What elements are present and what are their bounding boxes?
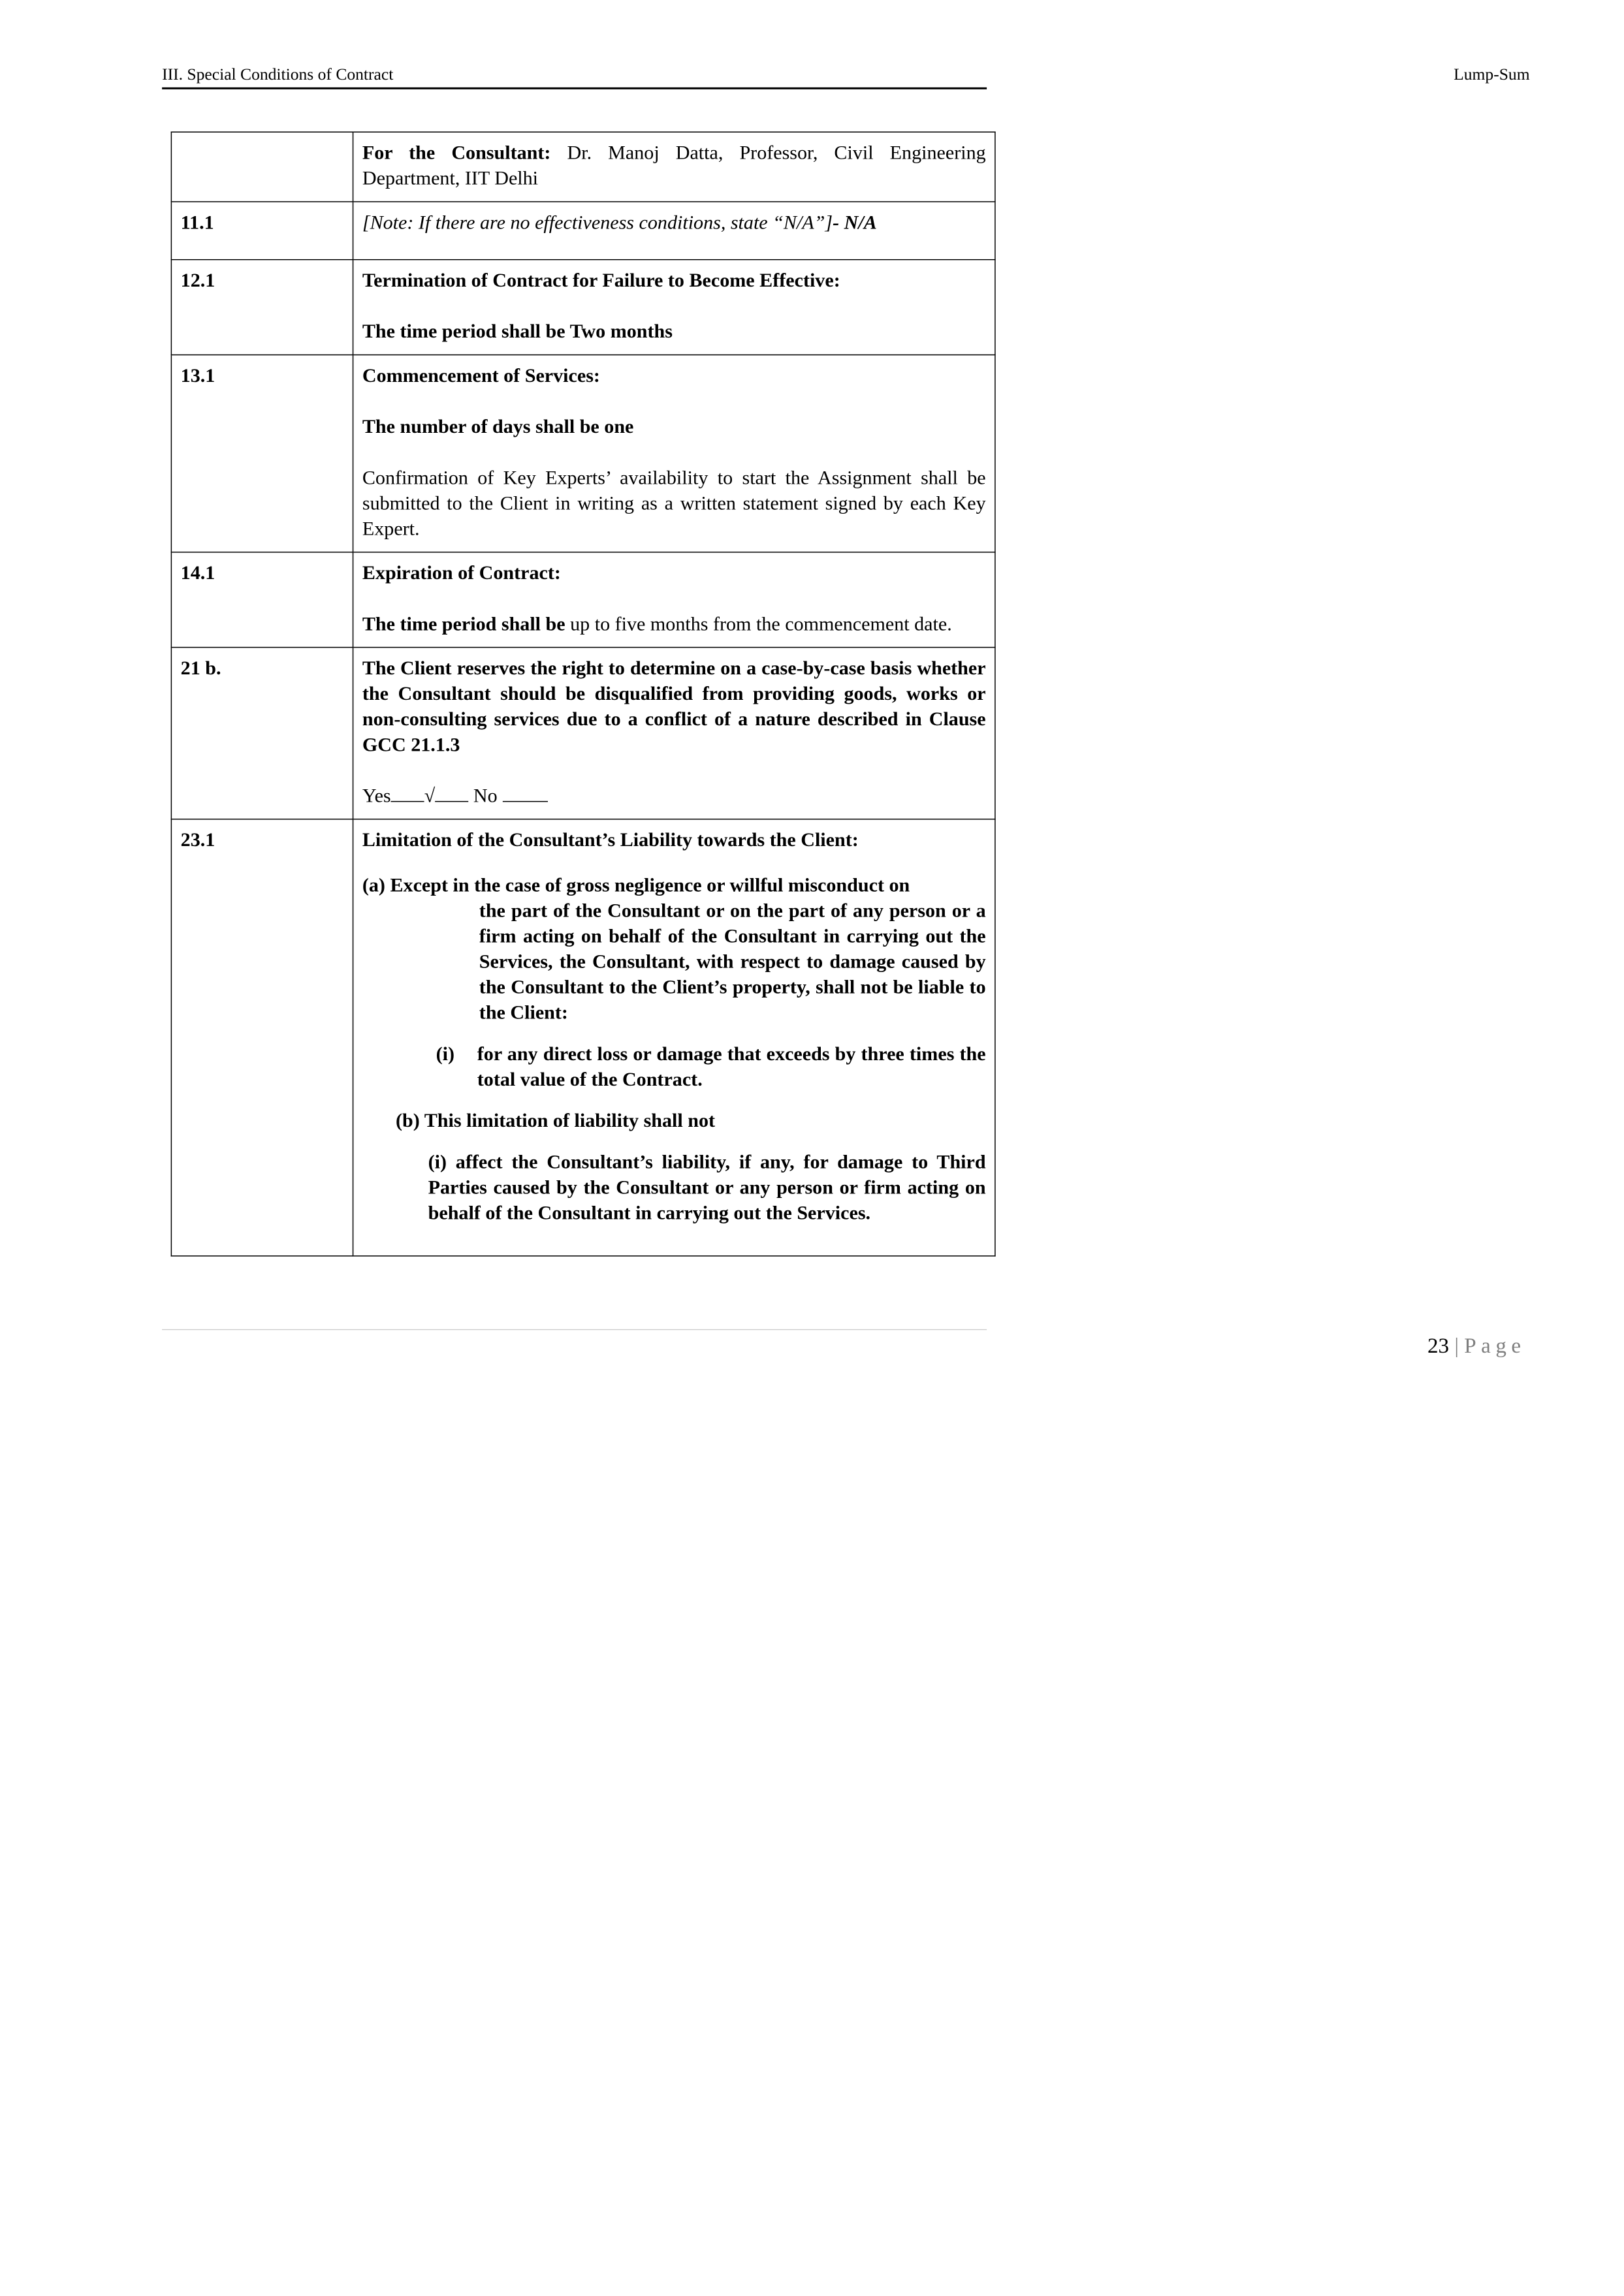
clause-heading: Commencement of Services: bbox=[362, 365, 600, 387]
table-row bbox=[171, 819, 995, 1256]
clause-note: [Note: If there are no effectiveness conditions, state “N/A”] bbox=[362, 212, 833, 234]
clause-heading: Expiration of Contract: bbox=[362, 562, 561, 584]
table-row bbox=[171, 260, 995, 355]
clause-text: The Client reserves the right to determine on a case-by-case basis whether the Consultant should be disqualified from providing goods, works or non-consulting services due to a conflict of a nature described in Clause GCC 21.1.3 bbox=[362, 657, 986, 756]
clause-number: 13.1 bbox=[171, 355, 353, 552]
clause-text: The number of days shall be one bbox=[362, 416, 634, 438]
clause-text: The time period shall be Two months bbox=[362, 321, 673, 343]
header-contract-type: Lump-Sum bbox=[1454, 65, 1530, 84]
subclause-b bbox=[362, 1109, 986, 1134]
clause-heading: Termination of Contract for Failure to Become Effective: bbox=[362, 270, 840, 292]
table-row bbox=[171, 132, 995, 202]
clause-text: Confirmation of Key Experts’ availability to start the Assignment shall be submitted to the Client in writing as a written statement signed by each Key Expert. bbox=[362, 467, 986, 540]
page-label: Page bbox=[1464, 1332, 1526, 1358]
page-header bbox=[162, 65, 1530, 88]
subclause-b-text: This limitation of liability shall not bbox=[424, 1110, 716, 1132]
clause-number: 12.1 bbox=[171, 260, 353, 355]
clause-body bbox=[353, 552, 995, 648]
clause-number bbox=[171, 132, 353, 202]
subclause-a-text: Except in the case of gross negligence or willful misconduct on bbox=[390, 874, 910, 896]
clause-number: 11.1 bbox=[171, 202, 353, 260]
consultant-label: For the Consultant: bbox=[362, 142, 551, 165]
clause-body bbox=[353, 648, 995, 819]
consultant-text: Dr. Manoj Datta, Professor, Civil Engineering Department, IIT Delhi bbox=[362, 142, 986, 190]
clause-body bbox=[353, 355, 995, 552]
footer-separator: | bbox=[1454, 1332, 1459, 1358]
subclause-a bbox=[362, 873, 986, 1026]
yes-label: Yes bbox=[362, 785, 391, 807]
header-section-title: III. Special Conditions of Contract bbox=[162, 65, 394, 84]
subclause-b-i: (i) affect the Consultant’s liability, if any, for damage to Third Parties caused by the Consultant or any person or firm acting on behalf of the Consultant in carrying out the Services. bbox=[428, 1151, 986, 1224]
clause-number: 23.1 bbox=[171, 819, 353, 1256]
footer-divider bbox=[162, 1329, 987, 1330]
clause-number: 14.1 bbox=[171, 552, 353, 648]
subclause-i bbox=[362, 1041, 986, 1092]
clause-body bbox=[353, 260, 995, 355]
subclause-i-label: (i) bbox=[436, 1043, 455, 1065]
no-label: No bbox=[473, 785, 498, 807]
clause-body bbox=[353, 819, 995, 1256]
table-row bbox=[171, 202, 995, 260]
subclause-b-label: (b) bbox=[395, 1110, 420, 1132]
clause-number: 21 b. bbox=[171, 648, 353, 819]
clause-text bbox=[362, 612, 986, 637]
clause-note-value: - N/A bbox=[833, 212, 877, 234]
subclause-a-label: (a) bbox=[362, 874, 385, 896]
clause-heading: Limitation of the Consultant’s Liability towards the Client: bbox=[362, 829, 859, 851]
clause-text-bold: The time period shall be bbox=[362, 613, 565, 635]
table-row bbox=[171, 552, 995, 648]
clause-body bbox=[353, 202, 995, 260]
checkmark-icon: √ bbox=[424, 785, 436, 807]
page-footer bbox=[1427, 1333, 1526, 1359]
clause-text-rest: up to five months from the commencement date. bbox=[570, 613, 952, 635]
clause-body bbox=[353, 132, 995, 202]
subclause-a-continuation: the part of the Consultant or on the part of any person or a firm acting on behalf of the Consultant in carrying out the Services, the Consultant, with respect to damage caused by the Consultant to the Client’s property, shall not be liable to the Client: bbox=[479, 900, 986, 1024]
subclause-i-text: for any direct loss or damage that exceeds by three times the total value of the Contract. bbox=[477, 1043, 986, 1091]
yes-no-field bbox=[362, 783, 986, 809]
table-row bbox=[171, 648, 995, 819]
table-row bbox=[171, 355, 995, 552]
header-divider bbox=[162, 87, 987, 89]
special-conditions-table bbox=[171, 131, 996, 1256]
page-number: 23 bbox=[1427, 1332, 1450, 1358]
